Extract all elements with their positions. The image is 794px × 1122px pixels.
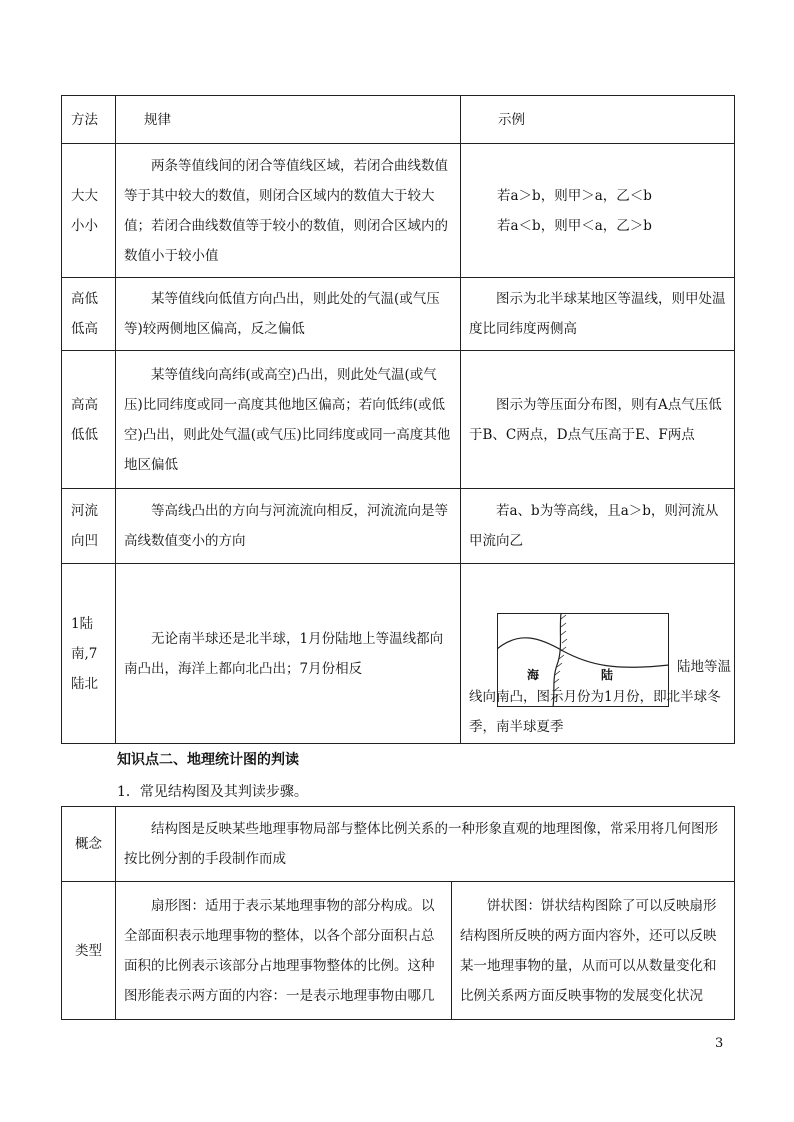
rule-cell: 无论南半球还是北半球，1月份陆地上等温线都向南凸出，海洋上都向北凸出；7月份相反 [116, 564, 461, 744]
header-rule: 规律 [116, 96, 461, 144]
rule-cell: 某等值线向高纬(或高空)凸出，则此处气温(或气压)比同纬度或同一高度其他地区偏高；若向低纬(或低空)凸出，则此处气温(或气压)比同纬度或同一高度其他地区偏低 [116, 351, 461, 489]
method-cell: 高低低高 [62, 278, 116, 351]
method-cell: 大大小小 [62, 144, 116, 278]
table-row [62, 882, 735, 1020]
concept-text: 结构图是反映某些地理事物局部与整体比例关系的一种形象直观的地理图像，常采用将几何图形按比例分割的手段制作而成 [116, 807, 735, 882]
example-after-map: 陆地等温线向南凸，图示月份为1月份，即北半球冬季，南半球夏季 [469, 659, 731, 735]
sea-label: 海 [527, 667, 540, 682]
table-row [62, 351, 735, 489]
example-cell: 图示为北半球某地区等温线，则甲处温度比同纬度两侧高 [461, 278, 735, 351]
method-cell: 高高低低 [62, 351, 116, 489]
table-row [62, 489, 735, 564]
isoline-rules-table [61, 95, 735, 744]
example-cell: 若a、b为等高线，且a＞b，则河流从甲流向乙 [461, 489, 735, 564]
example-cell: 图示为等压面分布图，则有A点气压低于B、C两点，D点气压高于E、F两点 [461, 351, 735, 489]
rule-cell: 某等值线向低值方向凸出，则此处的气温(或气压等)较两侧地区偏高，反之偏低 [116, 278, 461, 351]
example-cell [461, 144, 735, 278]
table-row [62, 144, 735, 278]
concept-label: 概念 [62, 807, 116, 882]
page-number: 3 [715, 1036, 724, 1051]
section-title: 知识点二、地理统计图的判读 [117, 752, 299, 768]
section-subtitle: 1．常见结构图及其判读步骤。 [117, 784, 308, 800]
header-example: 示例 [461, 96, 735, 144]
rule-cell: 等高线凸出的方向与河流流向相反，河流流向是等高线数值变小的方向 [116, 489, 461, 564]
land-label: 陆 [601, 667, 614, 682]
example-line: 若a＜b，则甲＜a，乙＞b [497, 217, 652, 234]
method-cell: 1陆南,7陆北 [62, 564, 116, 744]
structure-chart-table [61, 806, 735, 1020]
header-method: 方法 [62, 96, 116, 144]
table-row [62, 278, 735, 351]
table-header-row [62, 96, 735, 144]
rule-cell: 两条等值线间的闭合等值线区域，若闭合曲线数值等于其中较大的数值，则闭合区域内的数值大于较大值；若闭合曲线数值等于较小的数值，则闭合区域内的数值小于较小值 [116, 144, 461, 278]
table-row [62, 807, 735, 882]
type-label: 类型 [62, 882, 116, 1020]
example-line: 若a＞b，则甲＞a，乙＜b [497, 187, 652, 204]
type-left-text: 扇形图：适用于表示某地理事物的部分构成。以全部面积表示地理事物的整体，以各个部分面积占总面积的比例表示该部分占地理事物整体的比例。这种图形能表示两方面的内容：一是表示地理事物由哪几 [116, 882, 452, 1020]
method-cell: 河流向凹 [62, 489, 116, 564]
type-right-text: 饼状图：饼状结构图除了可以反映扇形结构图所反映的两方面内容外，还可以反映某一地理事物的量，从而可以从数量变化和比例关系两方面反映事物的发展变化状况 [452, 882, 735, 1020]
